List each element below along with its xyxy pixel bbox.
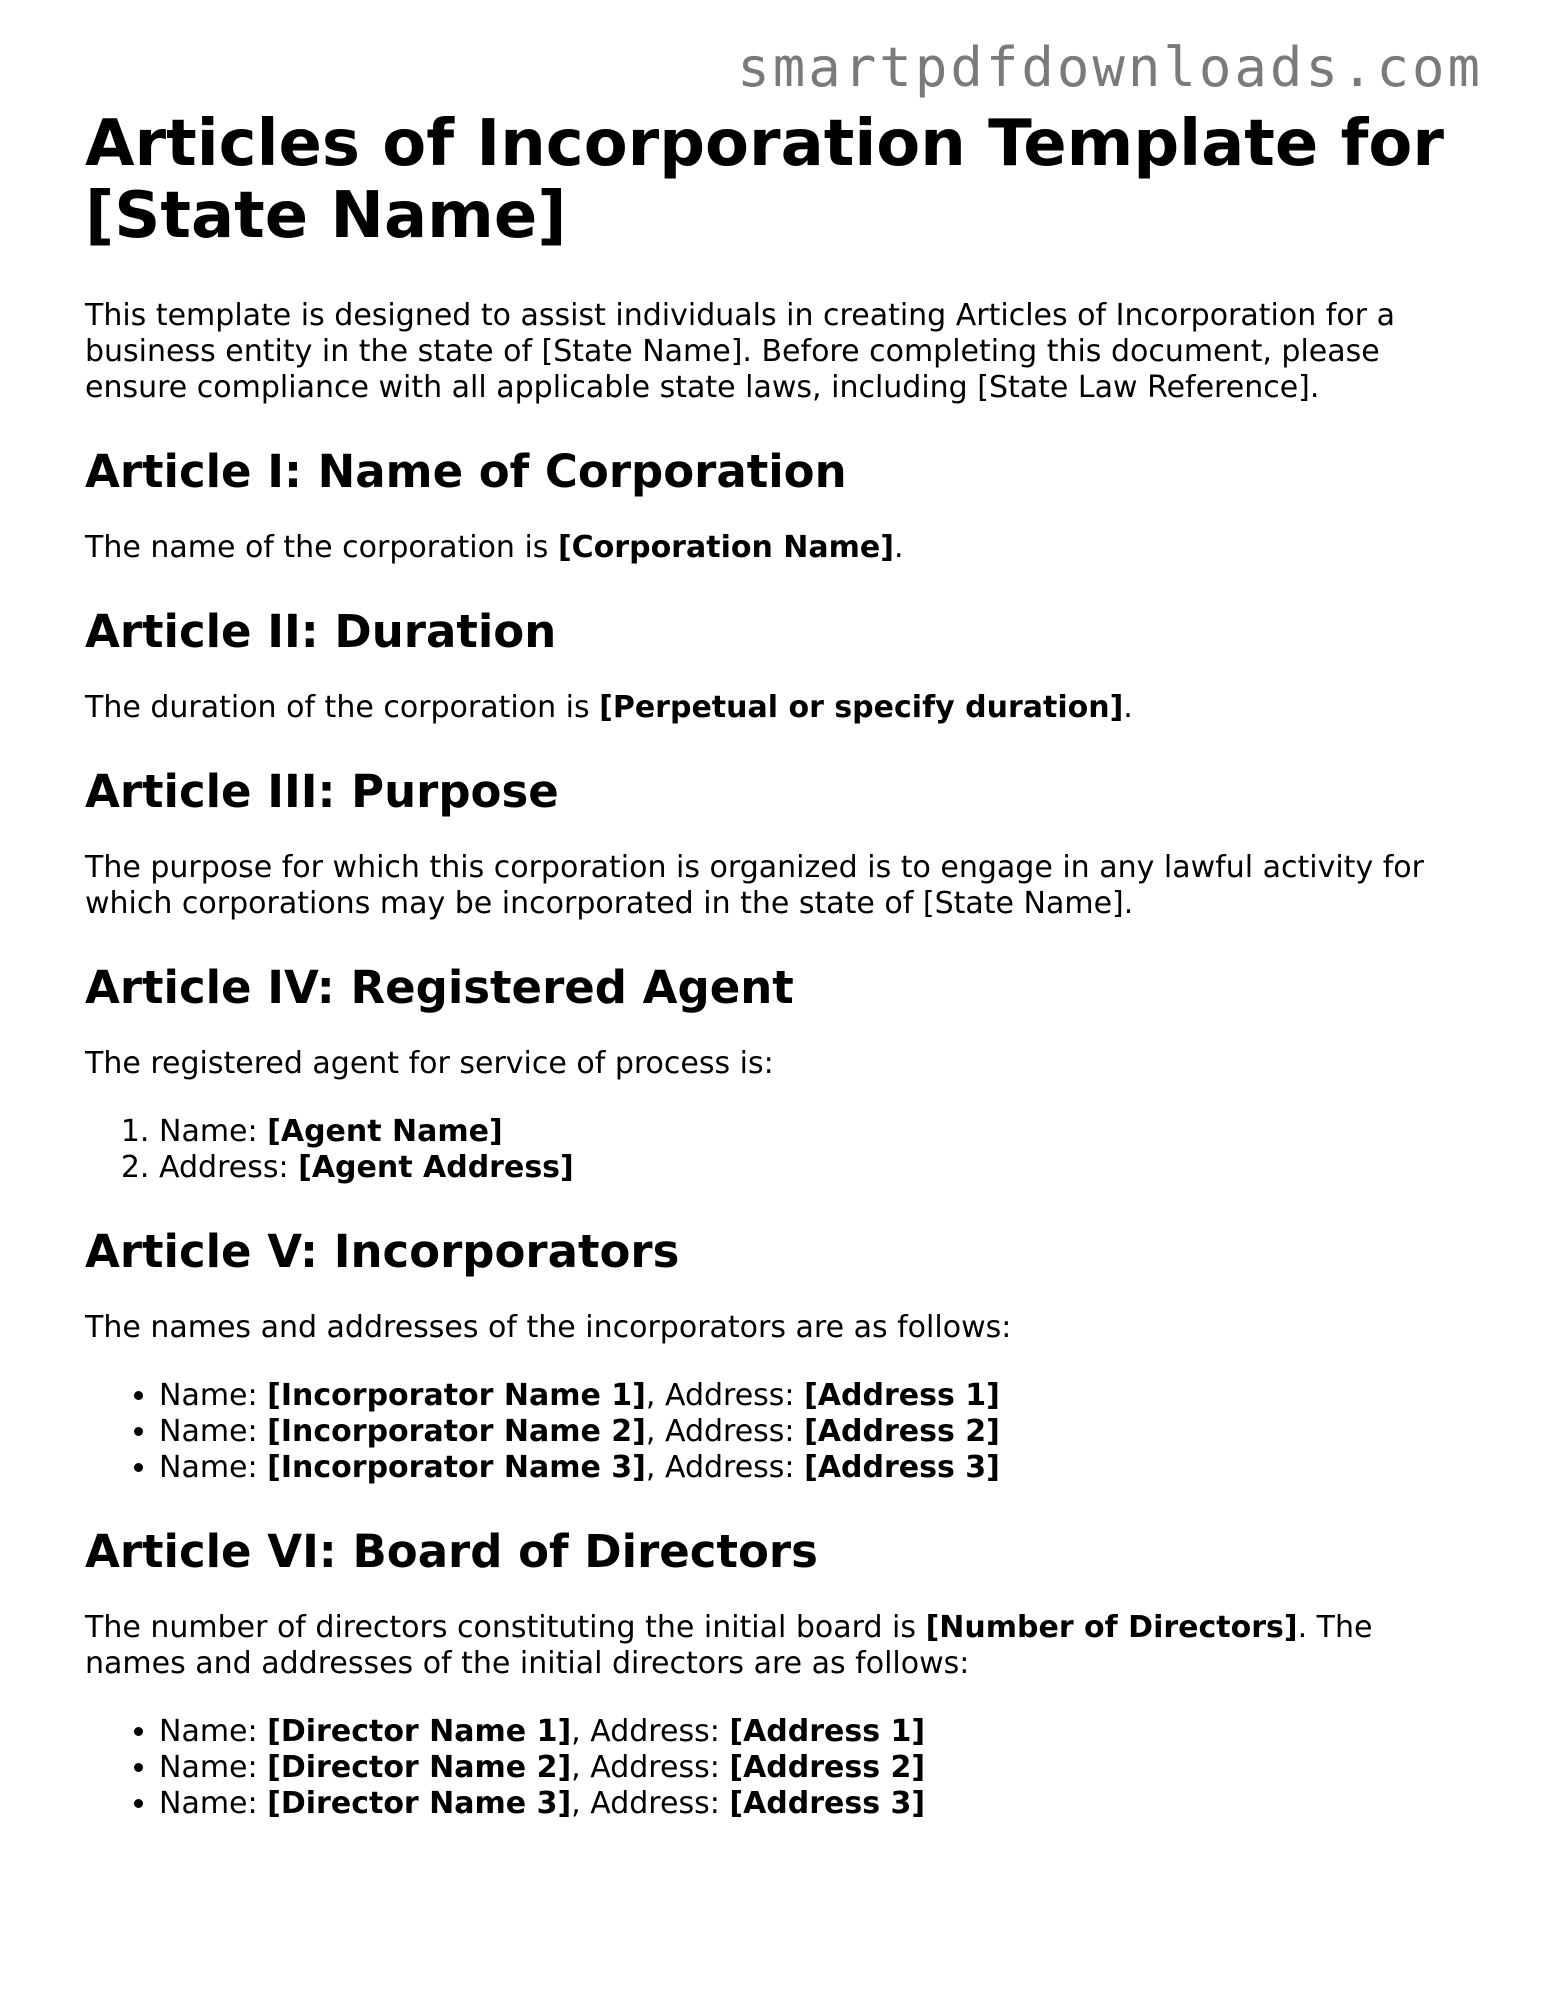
address-label: , Address:: [645, 1414, 805, 1449]
article-2-text: [85, 690, 1475, 726]
article-6-text: [85, 1610, 1475, 1682]
article-5-text: The names and addresses of the incorporators are as follows:: [85, 1310, 1012, 1345]
article-2-text-after: .: [1123, 690, 1133, 725]
incorporator-address: [Address 1]: [804, 1378, 1000, 1413]
list-item: [159, 1378, 1475, 1414]
incorporator-name: [Incorporator Name 1]: [267, 1378, 646, 1413]
address-label: , Address:: [571, 1786, 730, 1821]
incorporators-list: [85, 1378, 1475, 1486]
article-1-text-before: The name of the corporation is: [85, 530, 558, 565]
name-label: Name:: [159, 1786, 268, 1821]
duration-placeholder: [Perpetual or specify duration]: [599, 690, 1124, 725]
director-name: [Director Name 3]: [267, 1786, 572, 1821]
article-2-text-before: The duration of the corporation is: [85, 690, 600, 725]
agent-name-label: Name:: [159, 1114, 268, 1149]
address-label: , Address:: [571, 1750, 730, 1785]
list-item: [159, 1114, 1475, 1150]
director-name: [Director Name 1]: [267, 1714, 572, 1749]
article-1-text-after: .: [893, 530, 904, 565]
watermark: smartpdfdownloads.com: [737, 36, 1483, 99]
article-4-text: The registered agent for service of process is:: [85, 1046, 774, 1081]
registered-agent-list: [85, 1114, 1475, 1186]
agent-address-placeholder: [Agent Address]: [298, 1150, 574, 1185]
incorporator-name: [Incorporator Name 3]: [267, 1450, 646, 1485]
list-item: [159, 1450, 1475, 1486]
document-page: [85, 108, 1475, 1860]
article-4-heading: Article IV: Registered Agent: [85, 961, 794, 1014]
list-item: [159, 1750, 1475, 1786]
list-item: [159, 1786, 1475, 1822]
name-label: Name:: [159, 1414, 268, 1449]
agent-address-label: Address:: [159, 1150, 299, 1185]
director-address: [Address 1]: [729, 1714, 926, 1749]
address-label: , Address:: [645, 1378, 805, 1413]
article-1-text: [85, 530, 1475, 566]
director-address: [Address 3]: [729, 1786, 926, 1821]
article-6-text-after: . The names and addresses of the initial directors are as follows:: [85, 1610, 1373, 1681]
name-label: Name:: [159, 1750, 268, 1785]
incorporator-address: [Address 3]: [804, 1450, 1000, 1485]
article-3-text: The purpose for which this corporation is organized is to engage in any lawful activity for which corporations may be incorporated in the state of [State Name].: [85, 850, 1424, 921]
article-2-heading: Article II: Duration: [85, 605, 557, 658]
name-label: Name:: [159, 1450, 268, 1485]
name-label: Name:: [159, 1378, 268, 1413]
directors-list: [85, 1714, 1475, 1822]
incorporator-address: [Address 2]: [804, 1414, 1000, 1449]
incorporator-name: [Incorporator Name 2]: [267, 1414, 646, 1449]
agent-name-placeholder: [Agent Name]: [267, 1114, 503, 1149]
corporation-name-placeholder: [Corporation Name]: [557, 530, 894, 565]
name-label: Name:: [159, 1714, 268, 1749]
director-address: [Address 2]: [729, 1750, 926, 1785]
number-of-directors-placeholder: [Number of Directors]: [925, 1610, 1298, 1645]
article-3-heading: Article III: Purpose: [85, 765, 559, 818]
article-6-heading: Article VI: Board of Directors: [85, 1525, 818, 1578]
address-label: , Address:: [645, 1450, 805, 1485]
list-item: [159, 1150, 1475, 1186]
address-label: , Address:: [571, 1714, 730, 1749]
list-item: [159, 1414, 1475, 1450]
article-6-text-before: The number of directors constituting the initial board is: [85, 1610, 926, 1645]
document-title: Articles of Incorporation Template for [State Name]: [85, 107, 1444, 253]
director-name: [Director Name 2]: [267, 1750, 572, 1785]
article-5-heading: Article V: Incorporators: [85, 1225, 680, 1278]
article-1-heading: Article I: Name of Corporation: [85, 445, 847, 498]
intro-paragraph: This template is designed to assist individuals in creating Articles of Incorporation for a business entity in the state of [State Name]. Before completing this document, please ensure compliance with all applicable state laws, including [State Law Reference].: [85, 298, 1395, 405]
list-item: [159, 1714, 1475, 1750]
